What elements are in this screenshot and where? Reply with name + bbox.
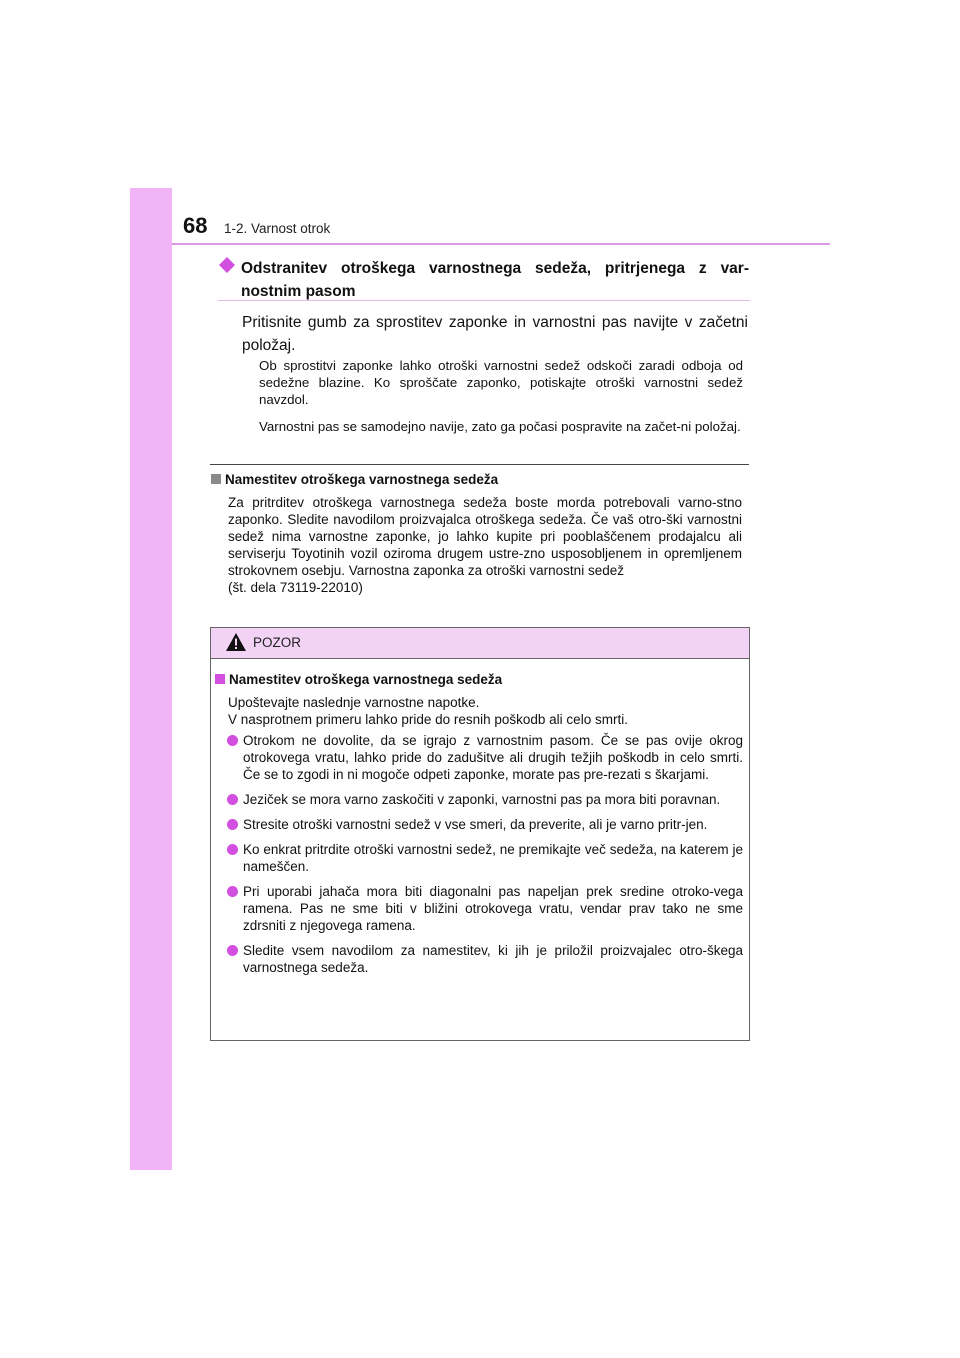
caution-box xyxy=(210,627,750,1041)
info-body xyxy=(228,494,742,596)
caution-intro-line: Upoštevajte naslednje varnostne napotke. xyxy=(228,695,480,710)
caution-item xyxy=(227,732,743,783)
info-body-text: Za pritrditev otroškega varnostnega sedeža boste morda potrebovali varno-stno zaponko. Sledite navodilom proizvajalca otroškega sedeža. Če vaš otro-ški varnostni sedež nima varnostne zaponke, jo lahko kupite pri pooblaščenem prodajalcu ali serviserju Toyotinih vozil oziroma drugem ustre-zno usposobljenem in opremljenem strokovnem osebju. Varnostna zaponka za otroški varnostni sedež xyxy=(228,495,742,578)
procedure-note: Ob sprostitvi zaponke lahko otroški varnostni sedež odskoči zaradi odboja od sedežne blazine. Ko sproščate zaponko, potiskajte otroški varnostni sedež navzdol. xyxy=(259,358,743,407)
part-number: (št. dela 73119-22010) xyxy=(228,580,363,595)
caution-item xyxy=(227,883,743,934)
caution-heading-text: Namestitev otroškega varnostnega sedeža xyxy=(229,672,503,687)
section-title: 1-2. Varnost otrok xyxy=(224,221,331,236)
info-heading xyxy=(211,472,498,487)
circle-bullet-icon xyxy=(227,735,238,746)
procedure-note: Varnostni pas se samodejno navije, zato ga počasi pospravite na začet-ni položaj. xyxy=(259,419,741,434)
warning-triangle-icon xyxy=(225,632,247,652)
procedure-step: Pritisnite gumb za sprostitev zaponke in varnostni pas navijte v začetni položaj. xyxy=(242,314,748,354)
caution-item-text: Ko enkrat pritrdite otroški varnostni sedež, ne premikajte več sedeža, na katerem je nameščen. xyxy=(243,842,743,874)
caution-item-text: Sledite vsem navodilom za namestitev, ki jih je priložil proizvajalec otro-škega varnostnega sedeža. xyxy=(243,943,743,975)
chapter-sidebar-tab xyxy=(130,188,172,1170)
caution-list xyxy=(227,732,743,984)
caution-header xyxy=(211,628,749,659)
circle-bullet-icon xyxy=(227,945,238,956)
caution-intro xyxy=(228,694,743,728)
procedure-title: Odstranitev otroškega varnostnega sedeža, pritrjenega z var-nostnim pasom xyxy=(241,260,749,300)
caution-item-text: Pri uporabi jahača mora biti diagonalni pas napeljan prek sredine otroko-vega ramena. Pas ne sme biti v bližini otrokovega vratu, vendar prav tako ne sme zdrsniti z njegovega ramena. xyxy=(243,884,743,933)
procedure-divider xyxy=(218,300,750,301)
section-divider xyxy=(210,464,749,465)
caution-intro-line: V nasprotnem primeru lahko pride do resnih poškodb ali celo smrti. xyxy=(228,712,628,727)
circle-bullet-icon xyxy=(227,819,238,830)
square-bullet-icon xyxy=(215,674,225,684)
circle-bullet-icon xyxy=(227,886,238,897)
header-divider xyxy=(172,243,830,245)
caution-title: POZOR xyxy=(253,635,302,650)
info-heading-text: Namestitev otroškega varnostnega sedeža xyxy=(225,472,499,487)
caution-item xyxy=(227,942,743,976)
caution-item-text: Otrokom ne dovolite, da se igrajo z varnostnim pasom. Če se pas ovije okrog otrokovega vratu, lahko pride do zadušitve ali drugih težjih poškodb in celo smrti. Če se to zgodi in ni mogoče odpeti zaponke, morate pas pre-rezati s škarjami. xyxy=(243,733,743,782)
circle-bullet-icon xyxy=(227,794,238,805)
caution-item xyxy=(227,816,743,833)
caution-heading xyxy=(215,672,502,687)
square-bullet-icon xyxy=(211,474,221,484)
page-number: 68 xyxy=(183,213,208,238)
diamond-bullet-icon xyxy=(219,257,235,273)
caution-item xyxy=(227,791,743,808)
caution-item-text: Jeziček se mora varno zaskočiti v zaponki, varnostni pas pa mora biti poravnan. xyxy=(243,792,721,807)
circle-bullet-icon xyxy=(227,844,238,855)
caution-item-text: Stresite otroški varnostni sedež v vse smeri, da preverite, ali je varno pritr-jen. xyxy=(243,817,708,832)
caution-item xyxy=(227,841,743,875)
